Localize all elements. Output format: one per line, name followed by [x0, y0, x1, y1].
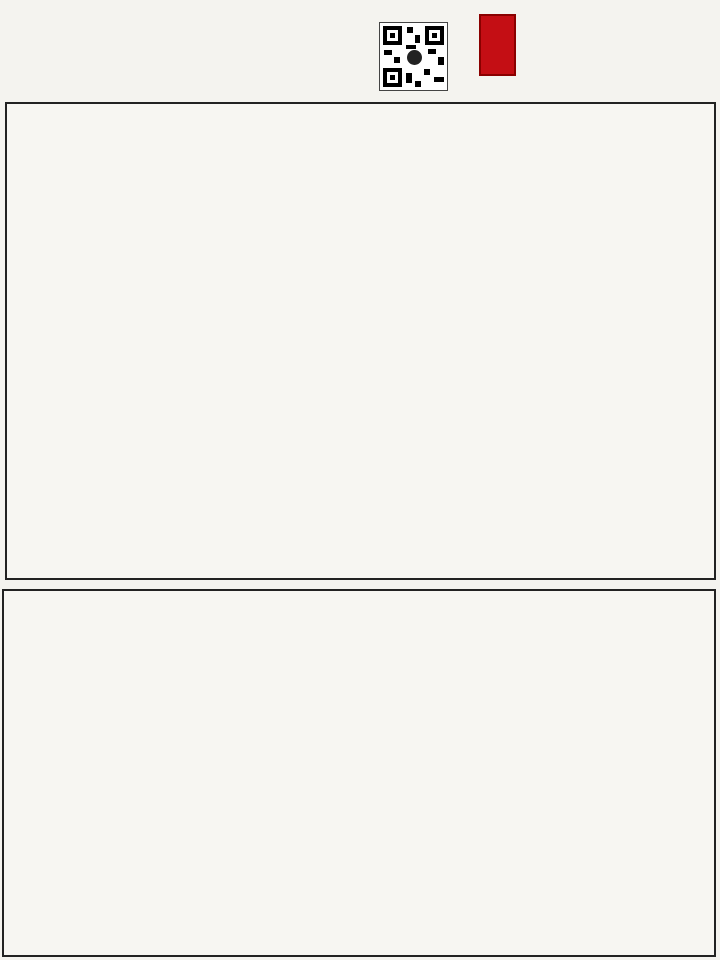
gender-line [12, 30, 16, 46]
chart-panel [5, 102, 716, 580]
annual-luck-grid [2, 589, 716, 957]
seal-stamp [479, 14, 516, 76]
qr-code[interactable] [379, 22, 448, 91]
header [0, 0, 720, 100]
qr-logo [407, 50, 422, 65]
name-line [12, 11, 16, 27]
